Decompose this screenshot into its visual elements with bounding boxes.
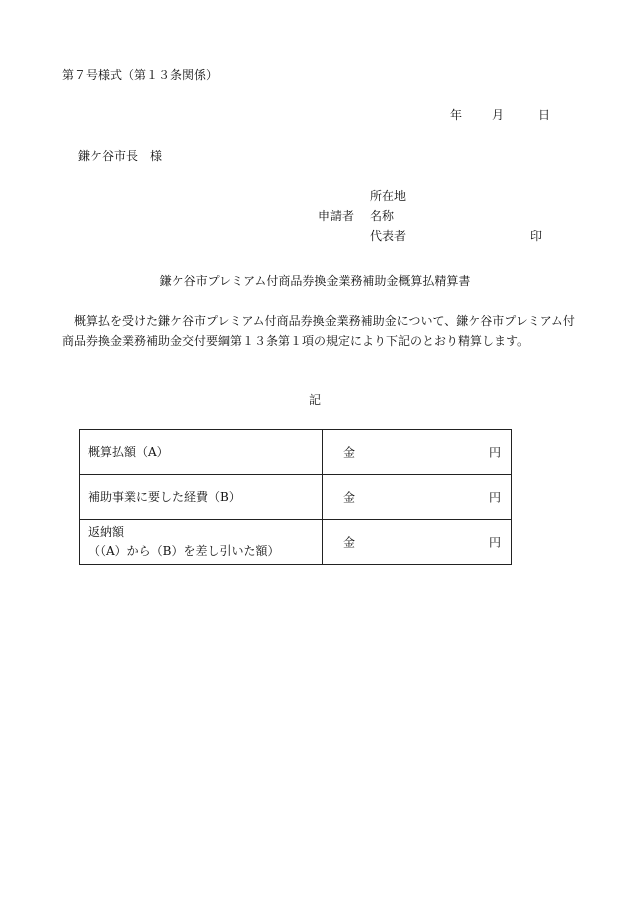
address-label: 所在地 — [370, 189, 407, 203]
yen-label: 円 — [488, 535, 501, 550]
representative-label: 代表者 — [370, 229, 407, 243]
row-label — [80, 520, 323, 565]
row-label — [80, 475, 323, 520]
date-line — [450, 106, 550, 123]
table-row — [80, 520, 512, 565]
amount-cell — [323, 520, 512, 565]
row-label-text: 補助事業に要した経費（B） — [88, 489, 241, 504]
table-row — [80, 430, 512, 475]
date-day: 日 — [538, 108, 551, 122]
yen-label: 円 — [488, 445, 501, 460]
kin-label: 金 — [343, 490, 356, 505]
row-sublabel-text: （（A）から（B）を差し引いた額） — [88, 544, 280, 558]
ki-heading: 記 — [308, 393, 321, 407]
row-label-text: 概算払額（A） — [88, 444, 169, 459]
amount-cell — [323, 475, 512, 520]
applicant-fields — [370, 186, 406, 246]
yen-label: 円 — [488, 490, 501, 505]
date-month: 月 — [492, 108, 505, 122]
date-year: 年 — [450, 108, 463, 122]
amount-table — [79, 429, 512, 565]
name-label: 名称 — [370, 209, 395, 223]
body-paragraph: 概算払を受けた鎌ケ谷市プレミアム付商品券換金業務補助金について、鎌ケ谷市プレミアム付商品券換金業務補助金交付要綱第１３条第１項の規定により下記のとおり精算します。 — [62, 314, 575, 348]
amount-cell — [323, 430, 512, 475]
addressee: 鎌ケ谷市長 様 — [78, 149, 163, 163]
form-number: 第７号様式（第１３条関係） — [62, 68, 219, 82]
row-label — [80, 430, 323, 475]
document-title: 鎌ケ谷市プレミアム付商品券換金業務補助金概算払精算書 — [159, 274, 471, 288]
table-row — [80, 475, 512, 520]
kin-label: 金 — [343, 445, 356, 460]
applicant-role: 申請者 — [318, 209, 355, 223]
seal-mark: 印 — [530, 229, 543, 243]
kin-label: 金 — [343, 535, 356, 550]
row-label-text: 返納額 — [88, 525, 125, 539]
